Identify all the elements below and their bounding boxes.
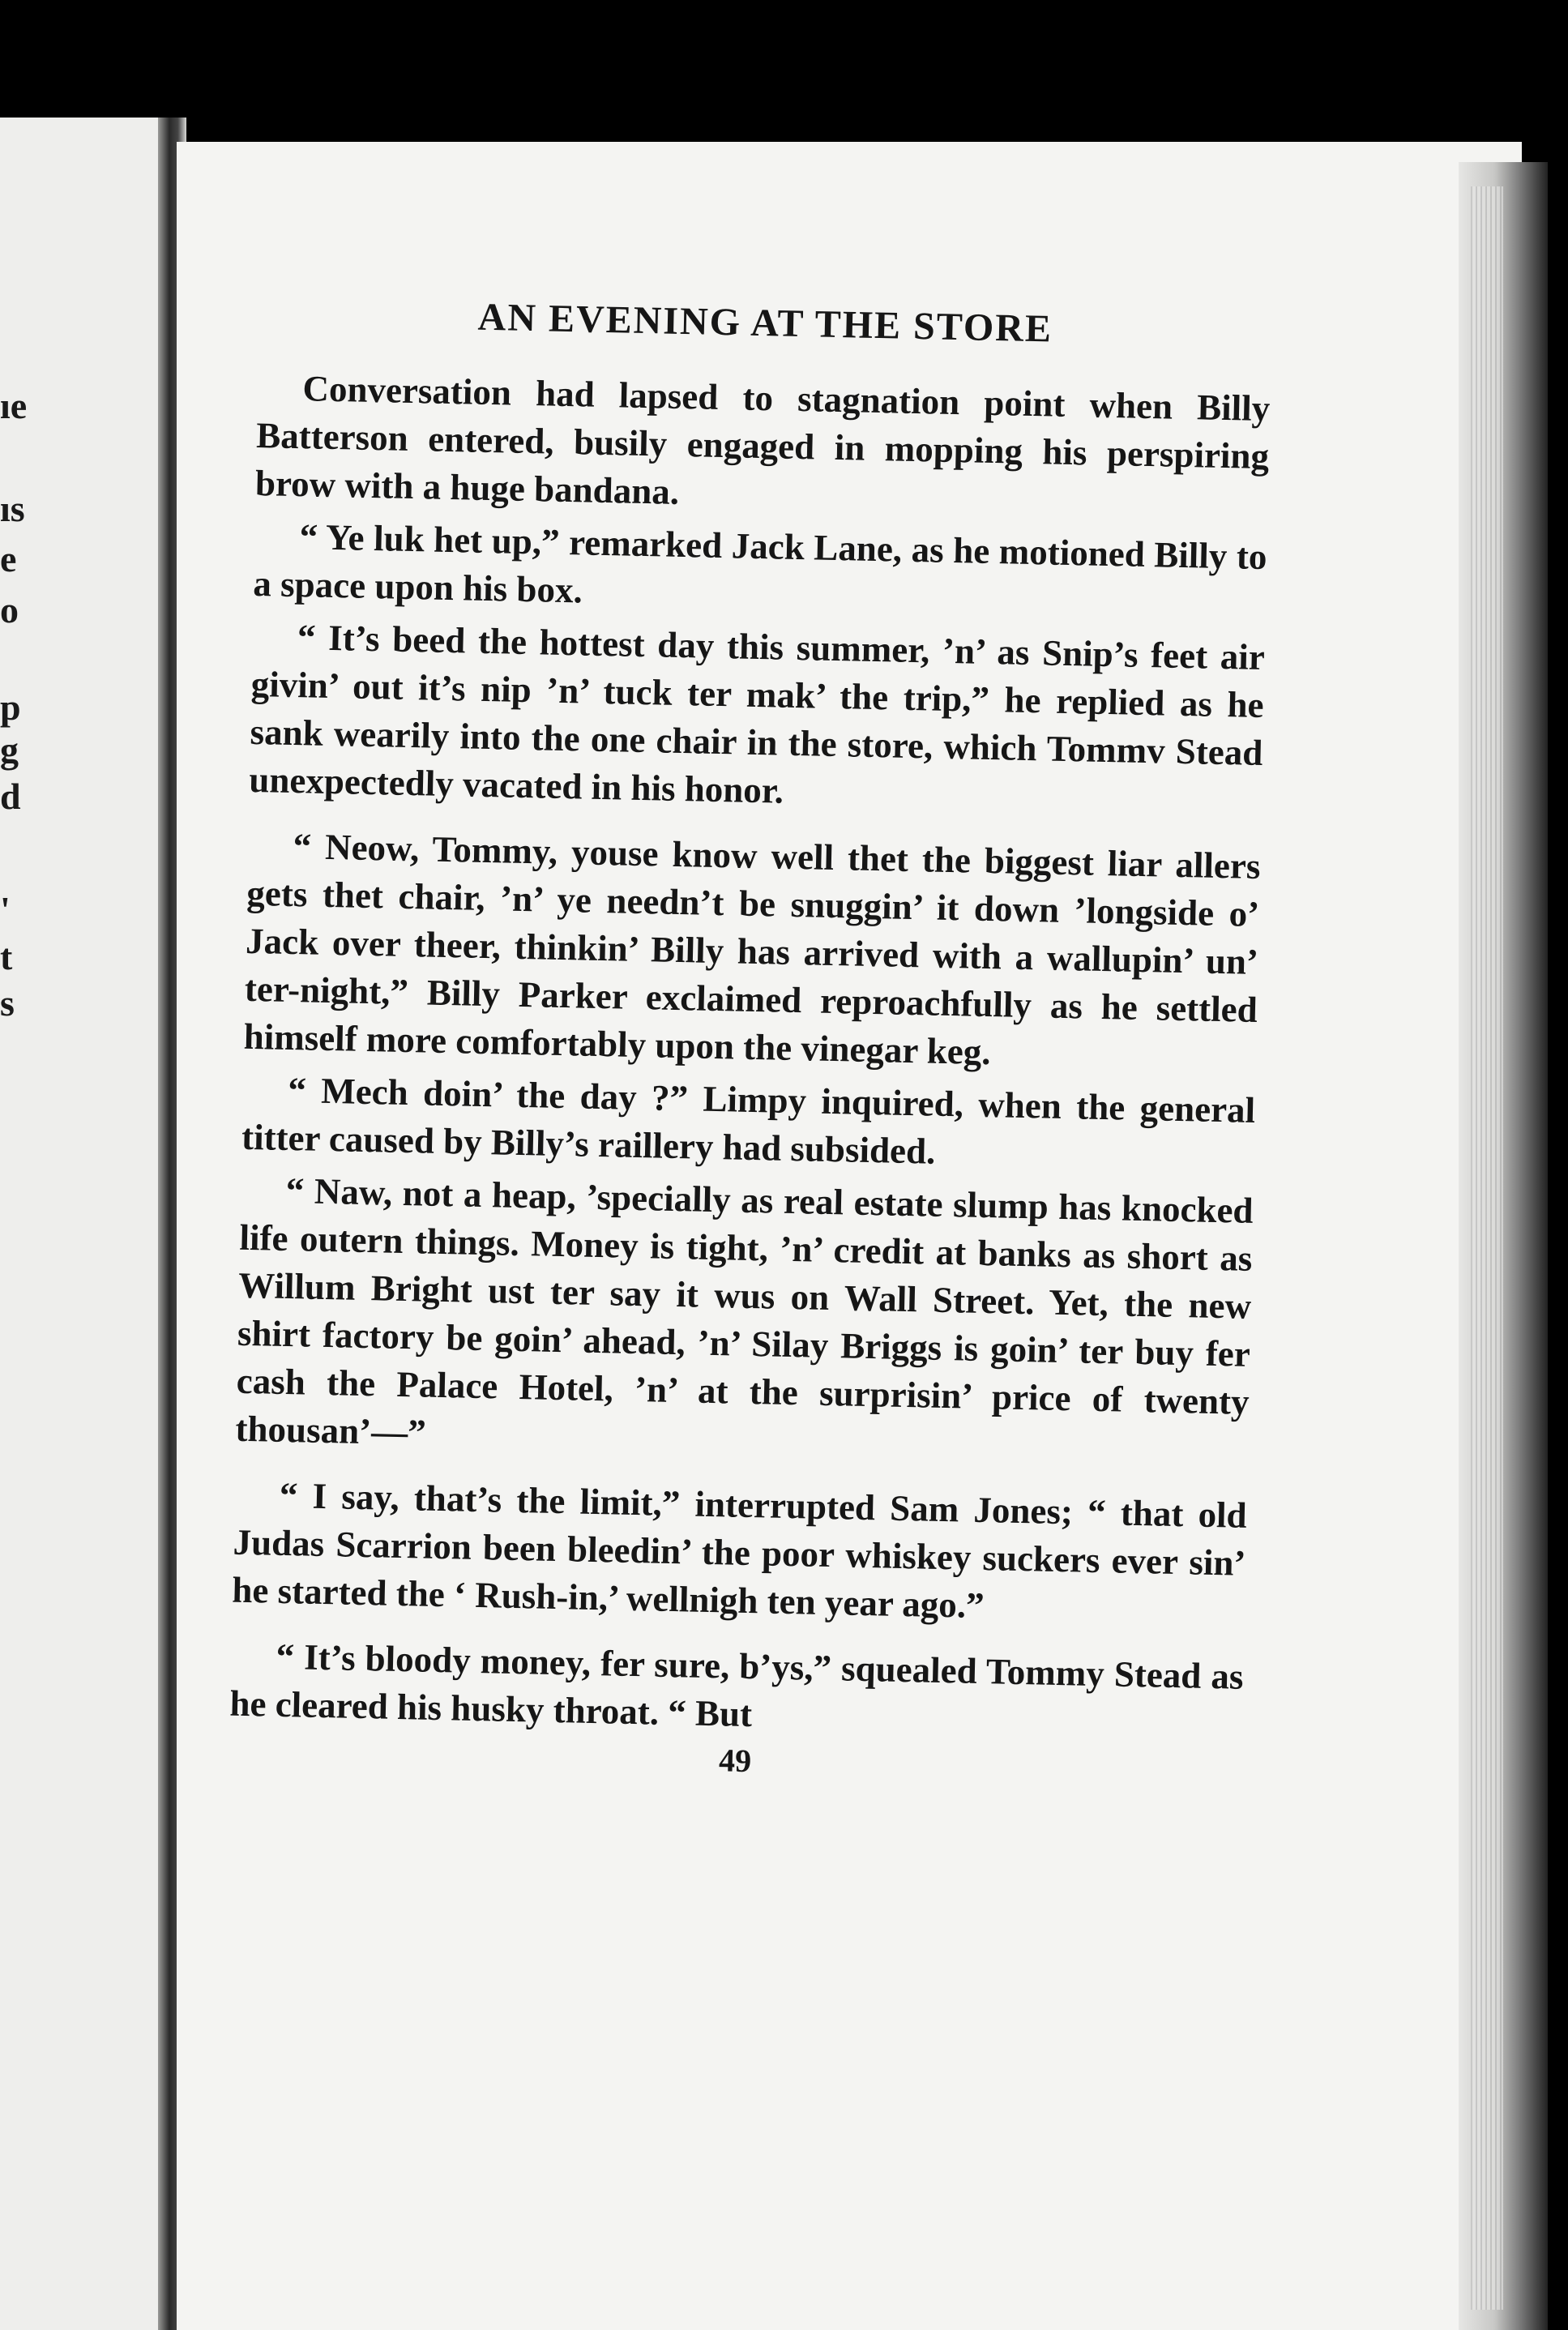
- facing-page-text-fragment: g: [0, 729, 19, 771]
- facing-page-text-fragment: t: [0, 936, 13, 977]
- facing-page-text-fragment: d: [0, 776, 21, 817]
- facing-page-text-fragment: ıs: [0, 488, 25, 529]
- facing-page: [0, 118, 158, 2330]
- paragraph: “ Naw, not a heap, ’specially as real estate slump has knocked life outern things. Money is tight, ’n’ credit at banks as short as Willum Bright ust ter say it wus on Wall Street. Yet, the new shirt factory be goin’ ahead, ’n’ Silay Briggs is goin’ ter buy fer cash the Palace Hotel, ’n’ at the surprisin’ price of twenty thousan’—”: [235, 1169, 1254, 1453]
- page-text-block: [229, 292, 1272, 1788]
- paragraph: Conversation had lapsed to stagnation point when Billy Batterson entered, busily engaged in mopping his perspiring brow with a huge bandana.: [254, 367, 1271, 512]
- paragraph: “ Neow, Tommy, youse know well thet the biggest liar allers gets thet chair, ’n’ ye needn’t be snuggin’ it down ’longside o’ Jack over theer, thinkin’ Billy has arrived with a wallupin’ un’ ter-night,” Billy Parker exclaimed reproachfully as he settled himself more comfortably upon the vinegar keg.: [243, 825, 1261, 1072]
- facing-page-text-fragment: ': [0, 889, 11, 930]
- paragraph: “ I say, that’s the limit,” interrupted Sam Jones; “ that old Judas Scarrion been bleedin’ the poor whiskey suckers ever sin’ he started the ‘ Rush-in,’ wellnigh ten year ago.”: [231, 1474, 1248, 1626]
- facing-page-text-fragment: s: [0, 982, 15, 1024]
- facing-page-text-fragment: p: [0, 686, 21, 728]
- page-stack-edges: [1471, 186, 1503, 2310]
- facing-page-text-fragment: ıe: [0, 385, 28, 426]
- page-title: AN EVENING AT THE STORE: [477, 295, 1053, 351]
- facing-page-text-fragment: o: [0, 589, 19, 631]
- paragraph: “ It’s bloody money, fer sure, b’ys,” squealed Tommy Stead as he cleared his husky throat. “ But: [229, 1635, 1245, 1734]
- paragraph: “ Mech doin’ the day ?” Limpy inquired, when the general titter caused by Billy’s raillery had subsided.: [241, 1069, 1256, 1172]
- paragraph: “ Ye luk het up,” remarked Jack Lane, as he motioned Billy to a space upon his box.: [252, 515, 1267, 611]
- paragraph: “ It’s beed the hottest day this summer, ’n’ as Snip’s feet air givin’ out it’s nip ’n’ tuck ter mak’ the trip,” he replied as he sank wearily into the one chair in the store, which Tommv Stead unexpectedly vacated in his honor.: [248, 616, 1266, 811]
- page-number: 49: [718, 1742, 752, 1779]
- facing-page-text-fragment: e: [0, 538, 17, 579]
